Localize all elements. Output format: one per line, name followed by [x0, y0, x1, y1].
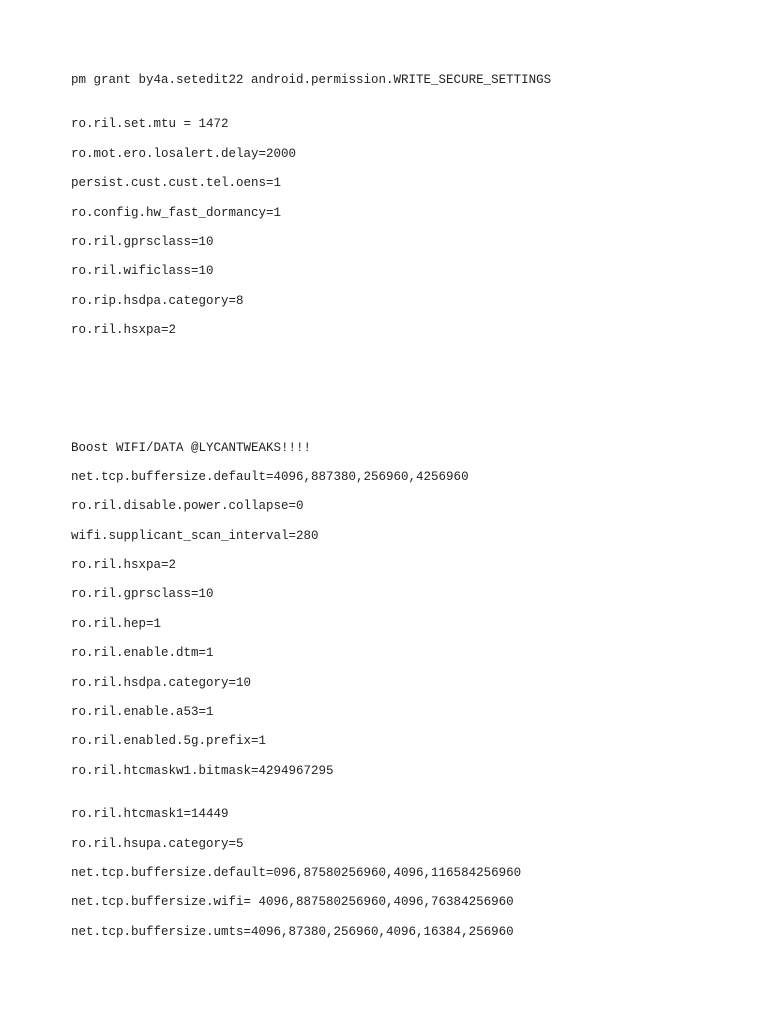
text-line: ro.ril.hsupa.category=5: [71, 837, 244, 851]
text-line: ro.ril.disable.power.collapse=0: [71, 499, 304, 513]
text-line: ro.mot.ero.losalert.delay=2000: [71, 147, 297, 161]
text-line: ro.ril.wificlass=10: [71, 264, 214, 278]
text-line: net.tcp.buffersize.default=4096,887380,256960,4256960: [71, 470, 469, 484]
text-line: ro.ril.htcmaskw1.bitmask=4294967295: [71, 764, 334, 778]
text-line: net.tcp.buffersize.umts=4096,87380,256960,4096,16384,256960: [71, 925, 514, 939]
text-line: ro.ril.set.mtu = 1472: [71, 117, 229, 131]
text-line: persist.cust.cust.tel.oens=1: [71, 176, 282, 190]
text-line: ro.rip.hsdpa.category=8: [71, 294, 244, 308]
text-line: ro.ril.htcmask1=14449: [71, 807, 229, 821]
text-line: ro.ril.gprsclass=10: [71, 235, 214, 249]
text-line: wifi.supplicant_scan_interval=280: [71, 529, 319, 543]
text-line: ro.config.hw_fast_dormancy=1: [71, 206, 282, 220]
text-line: ro.ril.enable.dtm=1: [71, 646, 214, 660]
text-line: net.tcp.buffersize.wifi= 4096,887580256960,4096,76384256960: [71, 895, 514, 909]
text-line: ro.ril.hsdpa.category=10: [71, 676, 252, 690]
section-heading: Boost WIFI/DATA @LYCANTWEAKS!!!!: [71, 441, 312, 455]
text-line: ro.ril.enable.a53=1: [71, 705, 214, 719]
text-line: ro.ril.enabled.5g.prefix=1: [71, 734, 267, 748]
text-line: net.tcp.buffersize.default=096,87580256960,4096,116584256960: [71, 866, 522, 880]
text-line: ro.ril.hep=1: [71, 617, 162, 631]
text-line: ro.ril.gprsclass=10: [71, 587, 214, 601]
text-line: ro.ril.hsxpa=2: [71, 558, 177, 572]
text-line: ro.ril.hsxpa=2: [71, 323, 177, 337]
text-line: pm grant by4a.setedit22 android.permission.WRITE_SECURE_SETTINGS: [71, 73, 552, 87]
